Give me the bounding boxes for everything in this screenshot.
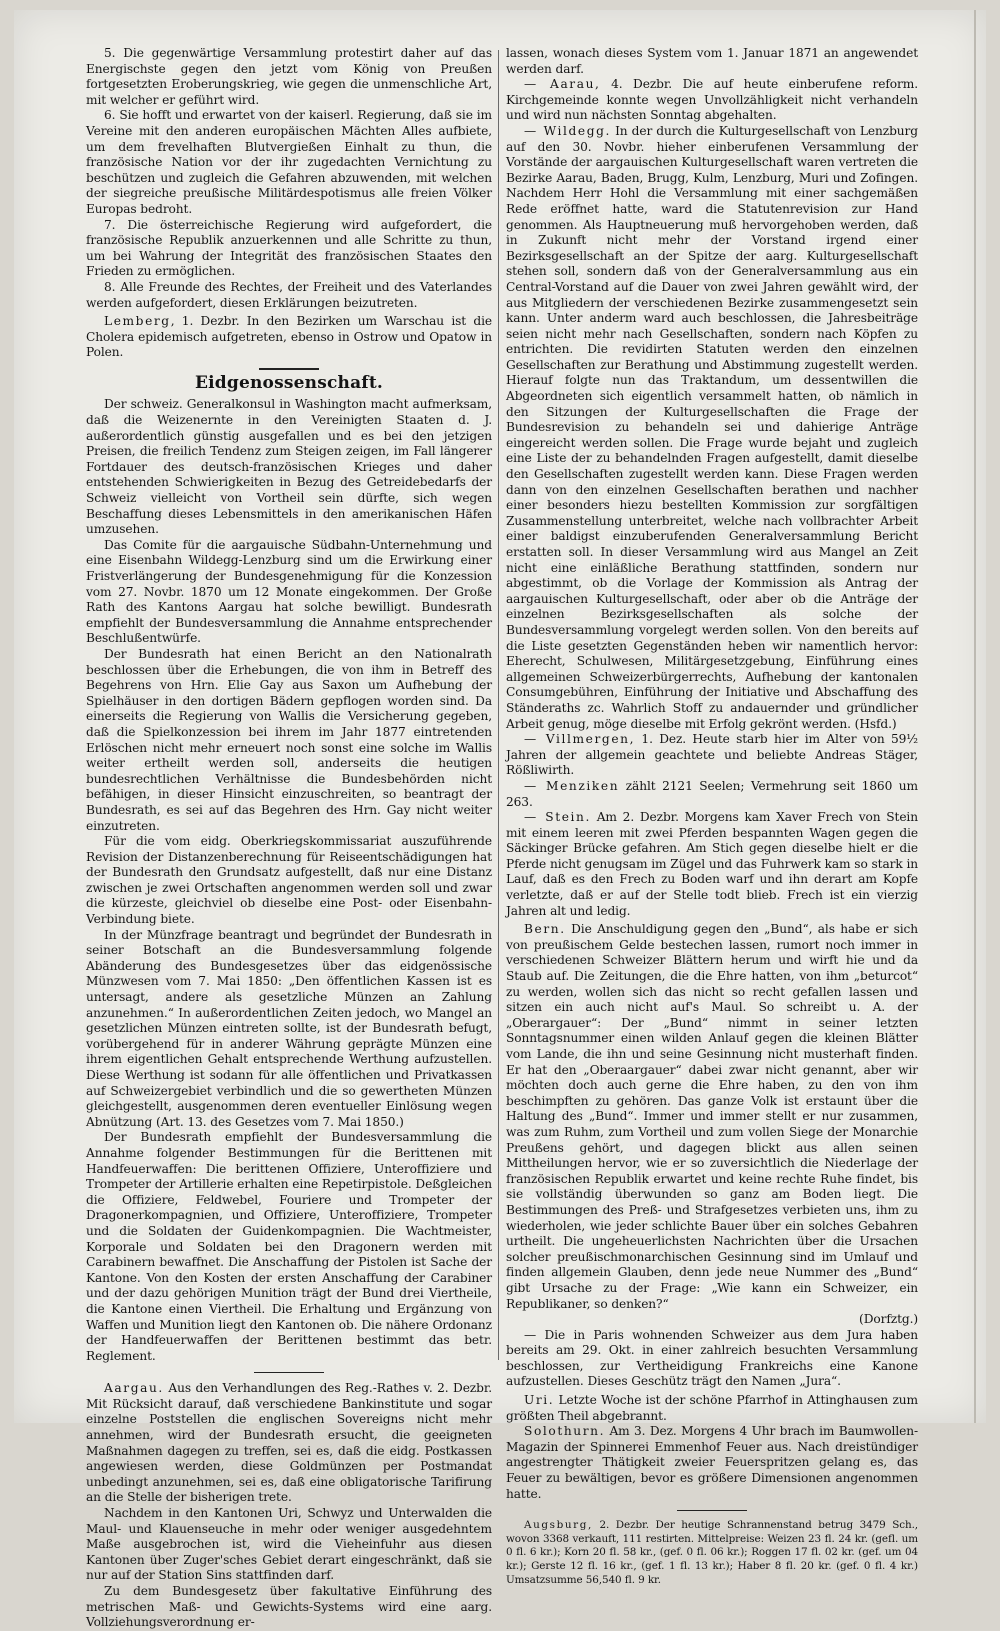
menziken-report <box>506 779 918 810</box>
bern-source: (Dorfztg.) <box>859 1312 918 1327</box>
wildegg-text: In der durch die Kulturgesellschaft von Lenzburg auf den 30. Novbr. hieher einberufenen Versammlung der Vorstände der aargauischen Kulturgesellschaft waren vertreten die Bezirke Aarau, Baden, Brugg, Kulm, Lenzburg, Muri und Zofingen. Nachdem Herr Hohl die Versammlung mit einer sachgemäßen Rede eröffnet hatte, ward die Statutenrevision zur Hand genommen. Als Hauptneuerung muß hervorgehoben werden, daß in Zukunft nicht mehr der Vorstand irgend einer Bezirksgesellschaft an der Spitze der aarg. Kulturgesellschaft stehen soll, sondern daß von der Generalversammlung aus ein Central-Vorstand auf die Dauer von zwei Jahren gewählt wird, der aus Mitgliedern der verschiedenen Bezirke zusammengesetzt sein kann. Unter anderm ward auch beschlossen, die Jahresbeiträge seien nicht mehr nach Gesellschaften, sondern nach Köpfen zu entrichten. Die revidirten Statuten werden den einzelnen Gesellschaften zur Berathung und Abstimmung zugestellt werden. Hierauf folgte nun das Traktandum, um dessentwillen die Abgeordneten sich eigentlich versammelt hatten, ob nämlich in den Sitzungen der Kulturgesellschaften die Frage der Bundesrevision zu behandeln sei und dahierige Anträge eingereicht werden sollen. Die Frage wurde bejaht und zugleich eine Liste der zu behandelnden Fragen aufgestellt, damit dieselbe den Gesellschaften zugestellt werden kann. Diese Fragen werden dann von den einzelnen Gesellschaften berathen und nachher einer besonders hiezu bestellten Kommission zur sorgfältigen Zusammenstellung unterbreitet, welche nach vollbrachter Arbeit einer baldigst einzuberufenden Generalversammlung Bericht erstatten soll. In dieser Versammlung wird aus Mangel an Zeit nicht eine einläßliche Berathung stattfinden, sondern nur abgestimmt, ob die Vorlage der Kommission als Antrag der aargauischen Kulturgesellschaft, oder aber ob die Anträge der einzelnen Bezirksgesellschaften als solche der Bundesversammlung vorgelegt werden sollen. Von den bereits auf die Liste gesetzten Gegenständen heben wir namentlich hervor: Eherecht, Schulwesen, Militärgesetzgebung, Einführung eines allgemeinen Schweizerbürgerrechts, Aufhebung der kantonalen Consumgebühren, Einführung der Initiative und Abschaffung des Ständeraths zc. Wahrlich Stoff zu andauernder und gründlicher Arbeit genug, möge dieselbe mit Erfolg gekrönt werden. (Hsfd.) <box>506 123 918 731</box>
lemberg-report <box>86 314 492 361</box>
aargau-text: Aus den Verhandlungen des Reg.-Rathes v. 2. Dezbr. Mit Rücksicht darauf, daß verschiedene Bankinstitute und sogar einzelne Poststellen die englischen Sovereigns nicht mehr annehmen, wird der Bundesrath ersucht, die geeigneten Maßnahmen dagegen zu treffen, sei es, daß die eidg. Postkassen angewiesen werden, diese Goldmünzen per Postmandat unbedingt anzunehmen, sei es, daß eine obligatorische Tarifirung an die Stelle der bisherigen trete. <box>86 1381 492 1505</box>
wildegg-place: — Wildegg. <box>524 123 611 138</box>
bern-report <box>506 922 918 1312</box>
wildegg-report <box>506 124 918 732</box>
uri-place: Uri. <box>524 1393 555 1408</box>
resolution-item-7: 7. Die österreichische Regierung wird aufgefordert, die französische Republik anzuerkennen und alle Schritte zu thun, um bei Wahrung der Integrität des französischen Staates den Frieden zu ermöglichen. <box>86 217 492 279</box>
menziken-text: zählt 2121 Seelen; Vermehrung seit 1860 um 263. <box>506 778 918 809</box>
continuation-text: lassen, wonach dieses System vom 1. Januar 1871 an angewendet werden darf. <box>506 46 918 76</box>
resolution-item-8: 8. Alle Freunde des Rechtes, der Freiheit und des Vaterlandes werden aufgefordert, diesen Erklärungen beizutreten. <box>86 279 492 310</box>
newspaper-page <box>14 10 986 1630</box>
article-paragraph: Der Bundesrath hat einen Bericht an den Nationalrath beschlossen über die Erhebungen, die von ihm in Betreff des Begehrens von Hrn. Elie Gay aus Saxon um Aufhebung der Spielhäuser in den dortigen Bädern gepflogen worden sind. Da einerseits die Regierung von Wallis die Versicherung gegeben, daß die Spielkonzession bei ihrem im Jahr 1877 eintretenden Erlöschen nicht mehr erneuert noch sonst eine solche im Wallis weiter ertheilt werden soll, anderseits die heutigen bundesrechtlichen Verhältnisse die Bundesbehörden nicht befähigen, in dieser Hinsicht einzuschreiten, so beantragt der Bundesrath, es sei auf das Begehren des Hrn. Gay nicht weiter einzutreten. <box>86 646 492 833</box>
menziken-place: — Menziken <box>524 778 620 793</box>
resolution-item-6: 6. Sie hofft und erwartet von der kaiserl. Regierung, daß sie im Vereine mit den anderen europäischen Mächten Alles aufbiete, um dem frevelhaften Blutvergießen Einhalt zu thun, die französische Nation vor der ihr zugedachten Vernichtung zu beschützen und zugleich die Gefahren abzuwenden, mit welchen der siegreiche preußische Militärdespotismus alle freien Völker Europas bedroht. <box>86 108 492 216</box>
section-rule <box>259 368 319 370</box>
section-heading: Eidgenossenschaft. <box>194 372 383 393</box>
article-paragraph: Der schweiz. Generalkonsul in Washington macht aufmerksam, daß die Weizenernte in den Vereinigten Staaten d. J. außerordentlich günstig ausgefallen und es bei den jetzigen Preisen, die freilich Tendenz zum Steigen zeigen, im Fall längerer Fortdauer des deutsch-französischen Krieges und daher entstehenden Schwierigkeiten in Bezug des Getreidebedarfs der Schweiz vielleicht von Vortheil sein dürfte, sich wegen Beschaffung dieses Lebensmittels in den amerikanischen Häfen umzusehen. <box>86 397 492 537</box>
solothurn-text: Am 3. Dez. Morgens 4 Uhr brach im Baumwollen-Magazin der Spinnerei Emmenhof Feuer aus. Nach dreistündiger angestrengter Thätigkeit zweier Feuerspritzen gelang es, das Feuer zu bewältigen, bevor es größere Dimensionen angenommen hatte. <box>506 1424 918 1501</box>
article-paragraph: Nachdem in den Kantonen Uri, Schwyz und Unterwalden die Maul- und Klauenseuche in mehr oder weniger ausgedehntem Maße ausgebrochen ist, wird die Vieheinfuhr aus diesen Kantonen über Zuger'sches Gebiet derart eingeschränkt, daß sie nur auf der Station Sins stattfinden darf. <box>86 1506 492 1583</box>
aargau-report <box>86 1381 492 1506</box>
market-report <box>506 1519 918 1587</box>
left-column <box>86 46 492 1631</box>
article-paragraph: In der Münzfrage beantragt und begründet der Bundesrath in seiner Botschaft an die Bundesversammlung folgende Abänderung des Bundesgesetzes über das eidgenössische Münzwesen vom 7. Mai 1850: „Den öffentlichen Kassen ist es untersagt, andere als gesetzliche Münzen an Zahlung anzunehmen.“ In außerordentlichen Zeiten jedoch, wo Mangel an gesetzlichen Münzen eintreten sollte, ist der Bundesrath befugt, vorübergehend für in anderer Währung geprägte Münzen eine ihrem eigentlichen Gehalt entsprechende Werthung aufzustellen. Diese Werthung ist sodann für alle öffentlichen und Privatkassen auf Schweizergebiet verbindlich und die so gewertheten Münzen gleichgestellt, ausgenommen deren eventueller Einlösung wegen Abnützung (Art. 13. des Gesetzes vom 7. Mai 1850.) <box>86 927 492 1129</box>
bern-place: Bern. <box>524 922 566 937</box>
article-paragraph: Das Comite für die aargauische Südbahn-Unternehmung und eine Eisenbahn Wildegg-Lenzburg sind um die Erwirkung einer Fristverlängerung der Bundesgenehmigung für die Konzession vom 27. Novbr. 1870 um 12 Monate eingekommen. Der Große Rath des Kantons Aargau hat solche bewilligt. Bundesrath empfiehlt der Bundesversammlung die Annahme entsprechender Beschlußentwürfe. <box>86 537 492 646</box>
right-column <box>506 46 918 1587</box>
stein-report <box>506 810 918 919</box>
market-place: Augsburg, <box>524 1519 593 1532</box>
lemberg-place: Lemberg <box>104 314 171 329</box>
villmergen-text: 1. Dez. Heute starb hier im Alter von 59½ Jahren der allgemein geachtete und beliebte Andreas Stäger, Rößliwirth. <box>506 732 918 778</box>
aargau-place: Aargau. <box>104 1381 164 1396</box>
section-rule-market <box>677 1510 747 1511</box>
stein-text: Am 2. Dezbr. Morgens kam Xaver Frech von Stein mit einem leeren mit zwei Pferden bespannten Wagen gegen die Säckinger Brücke gefahren. Am Stich gegen dieselbe hielt er die Pferde nicht genugsam im Zügel und das Fuhrwerk kam so stark in Lauf, daß es den Frech zu Boden warf und ihn derart am Kopfe verletzte, daß er auf der Stelle todt blieb. Frech ist ein vierzig Jahren alt und ledig. <box>506 810 918 918</box>
article-paragraph: Der Bundesrath empfiehlt der Bundesversammlung die Annahme folgender Bestimmungen für die Berittenen mit Handfeuerwaffen: Die berittenen Offiziere, Unteroffiziere und Trompeter der Artillerie erhalten eine Repetirpistole. Deßgleichen die Offiziere, Feldwebel, Fouriere und Trompeter der Dragonerkompagnien, und Offiziere, Unteroffiziere, Trompeter und die Soldaten der Guidenkompagnien. Die Wachtmeister, Korporale und Soldaten bei den Dragonern werden mit Carabinern bewaffnet. Die Anschaffung der Pistolen ist Sache der Kantone. Von den Kosten der ersten Anschaffung der Carabiner und der dazu gehörigen Munition trägt der Bund drei Viertheile, die Kantone einen Viertheil. Die Erhaltung und Ergänzung von Waffen und Munition liegt den Kantonen ob. Die nähere Ordonanz der Handfeuerwaffen der Berittenen bestimmt das betr. Reglement. <box>86 1130 492 1363</box>
solothurn-place: Solothurn. <box>524 1424 606 1439</box>
stein-place: — Stein. <box>524 810 591 825</box>
uri-text: Letzte Woche ist der schöne Pfarrhof in Attinghausen zum größten Theil abgebrannt. <box>506 1393 918 1423</box>
bern-text: Die Anschuldigung gegen den „Bund“, als habe er sich von preußischem Gelde bestechen lassen, rumort noch immer in verschiedenen Schweizer Blättern herum und wirft hie und da Staub auf. Die Zeitungen, die die Ehre hatten, von ihm „beturcot“ zu werden, wollen sich das nicht so recht gefallen lassen und sitzen ein auch nicht auf's Maul. So schreibt u. A. der „Oberargauer“: Der „Bund“ nimmt in seiner letzten Sonntagsnummer einen wilden Anlauf gegen die kleinen Blätter vom Lande, die ihn und seine Gesinnung nicht musterhaft finden. Er hat den „Oberaargauer“ dabei zwar nicht genannt, aber wir möchten doch auch gerne die Ehre haben, zu den von ihm beschimpften zu gehören. Das ganze Volk ist erstaunt über die Haltung des „Bund“. Immer und immer stellt er nur zusammen, was zum Ruhm, zum Vortheil und zum vollen Siege der Monarchie Preußens gehört, und dagegen blickt aus allen seinen Mittheilungen hervor, wie er so zuversichtlich die Niederlage der französischen Republik erwartet und keine rechte Ruhe findet, bis sie vollständig überwunden so ganz am Boden liegt. Die Bestimmungen des Preß- und Strafgesetzes verbieten uns, ihm zu wiederholen, wie jeder schlichte Bauer über ein solches Gebahren urtheilt. Die ungeheuerlichsten Nachrichten über die Ursachen solcher preußischmonarchischen Gesinnung sind im Umlauf und finden allgemein Glauben, denn jede neue Nummer des „Bund“ gibt Ursache zu der Frage: „Wie kann ein Schweizer, ein Republikaner, so denken?“ <box>506 922 918 1311</box>
article-paragraph: Für die vom eidg. Oberkriegskommissariat auszuführende Revision der Distanzenberechnung für Reiseentschädigungen hat der Bundesrath den Grundsatz aufgestellt, daß nur eine Distanz zwischen je zwei Ortschaften angenommen werden soll und zwar die kürzeste, gleichviel ob dieselbe eine Post- oder Eisenbahn-Verbindung biete. <box>86 834 492 927</box>
villmergen-place: — Villmergen, <box>524 732 636 747</box>
villmergen-report <box>506 732 918 779</box>
page-edge-shadow <box>974 10 976 1423</box>
paris-report: — Die in Paris wohnenden Schweizer aus dem Jura haben bereits am 29. Okt. in einer zahlreich besuchten Versammlung beschlossen, zur Vertheidigung Frankreichs eine Kanone aufzustellen. Dieses Geschütz trägt den Namen „Jura“. <box>506 1327 918 1389</box>
resolution-item-5: 5. Die gegenwärtige Versammlung protestirt daher auf das Energischste gegen den jetzt vom König von Preußen fortgesetzten Eroberungskrieg, wie gegen die unmenschliche Art, mit welcher er geführt wird. <box>86 46 492 107</box>
solothurn-report <box>506 1424 918 1502</box>
aarau-text: 4. Dezbr. Die auf heute einberufene reform. Kirchgemeinde konnte wegen Unvollzähligkeit nicht verhandeln und wird nun nächsten Sonntag abgehalten. <box>506 77 918 123</box>
aarau-report <box>506 77 918 124</box>
section-rule-thin <box>254 1372 324 1373</box>
column-divider <box>498 50 499 1360</box>
market-text: 2. Dezbr. Der heutige Schrannenstand betrug 3479 Sch., wovon 3368 verkauft, 111 restirten. Mittelpreise: Weizen 23 fl. 24 kr. (gefl. um 0 fl. 6 kr.); Korn 20 fl. 58 kr., (gef. 0 fl. 06 kr.); Roggen 17 fl. 02 kr. (gef. um 04 kr.); Gerste 12 fl. 16 kr., (gef. 1 fl. 13 kr.); Haber 8 fl. 20 kr. (gef. 0 fl. 4 kr.) Umsatzsumme 56,540 fl. 9 kr. <box>506 1519 918 1586</box>
article-paragraph: Zu dem Bundesgesetz über fakultative Einführung des metrischen Maß- und Gewichts-Systems wird eine aarg. Vollziehungsverordnung er- <box>86 1584 492 1630</box>
uri-report <box>506 1393 918 1424</box>
aarau-place: — Aarau, <box>524 77 601 92</box>
lemberg-text: , 1. Dezbr. In den Bezirken um Warschau ist die Cholera epidemisch aufgetreten, ebenso in Ostrow und Opatow in Polen. <box>86 314 492 360</box>
